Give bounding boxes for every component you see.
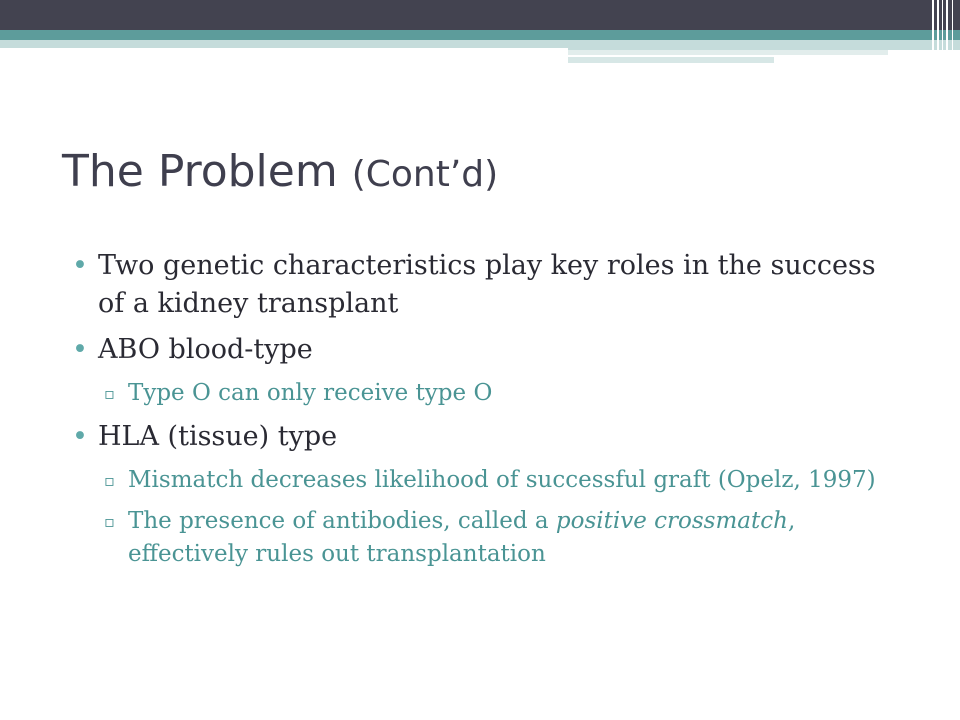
slide-body: [72, 247, 892, 579]
sub-bullet-text-end: , effectively rules out transplantation: [128, 508, 796, 567]
bullet-item: [72, 247, 892, 323]
title-main: The Problem: [62, 146, 352, 197]
bullet-item: [72, 418, 892, 456]
header-teal-band: [0, 30, 960, 40]
header-dark-band: [0, 0, 960, 30]
bullet-text: Two genetic characteristics play key roles in the success of a kidney transplant: [98, 250, 876, 319]
header-light-bar: [568, 40, 960, 50]
title-parenthetical: (Cont’d): [351, 154, 499, 195]
header-light-bar: [568, 50, 888, 55]
bullet-icon: •: [72, 421, 88, 452]
bullet-icon: •: [72, 334, 88, 365]
bullet-text: ABO blood-type: [98, 334, 313, 365]
bullet-icon: •: [72, 250, 88, 281]
sub-bullet-item: [72, 377, 892, 410]
bullet-item: [72, 331, 892, 369]
slide-title: [62, 144, 498, 203]
sub-bullet-icon: ▫: [104, 512, 115, 531]
sub-bullet-emphasis: positive crossmatch: [555, 508, 788, 534]
sub-bullet-item: [72, 464, 892, 497]
bullet-text: HLA (tissue) type: [98, 421, 338, 452]
sub-bullet-item: [72, 505, 892, 571]
header-light-bar: [0, 40, 570, 48]
sub-bullet-icon: ▫: [104, 384, 115, 403]
header-corner-stripes: [928, 0, 960, 62]
sub-bullet-text: Type O can only receive type O: [128, 380, 493, 406]
sub-bullet-text: Mismatch decreases likelihood of successful graft (Opelz, 1997): [128, 467, 876, 493]
sub-bullet-icon: ▫: [104, 471, 115, 490]
header-light-bar: [568, 57, 774, 63]
sub-bullet-text-start: The presence of antibodies, called a: [128, 508, 556, 534]
